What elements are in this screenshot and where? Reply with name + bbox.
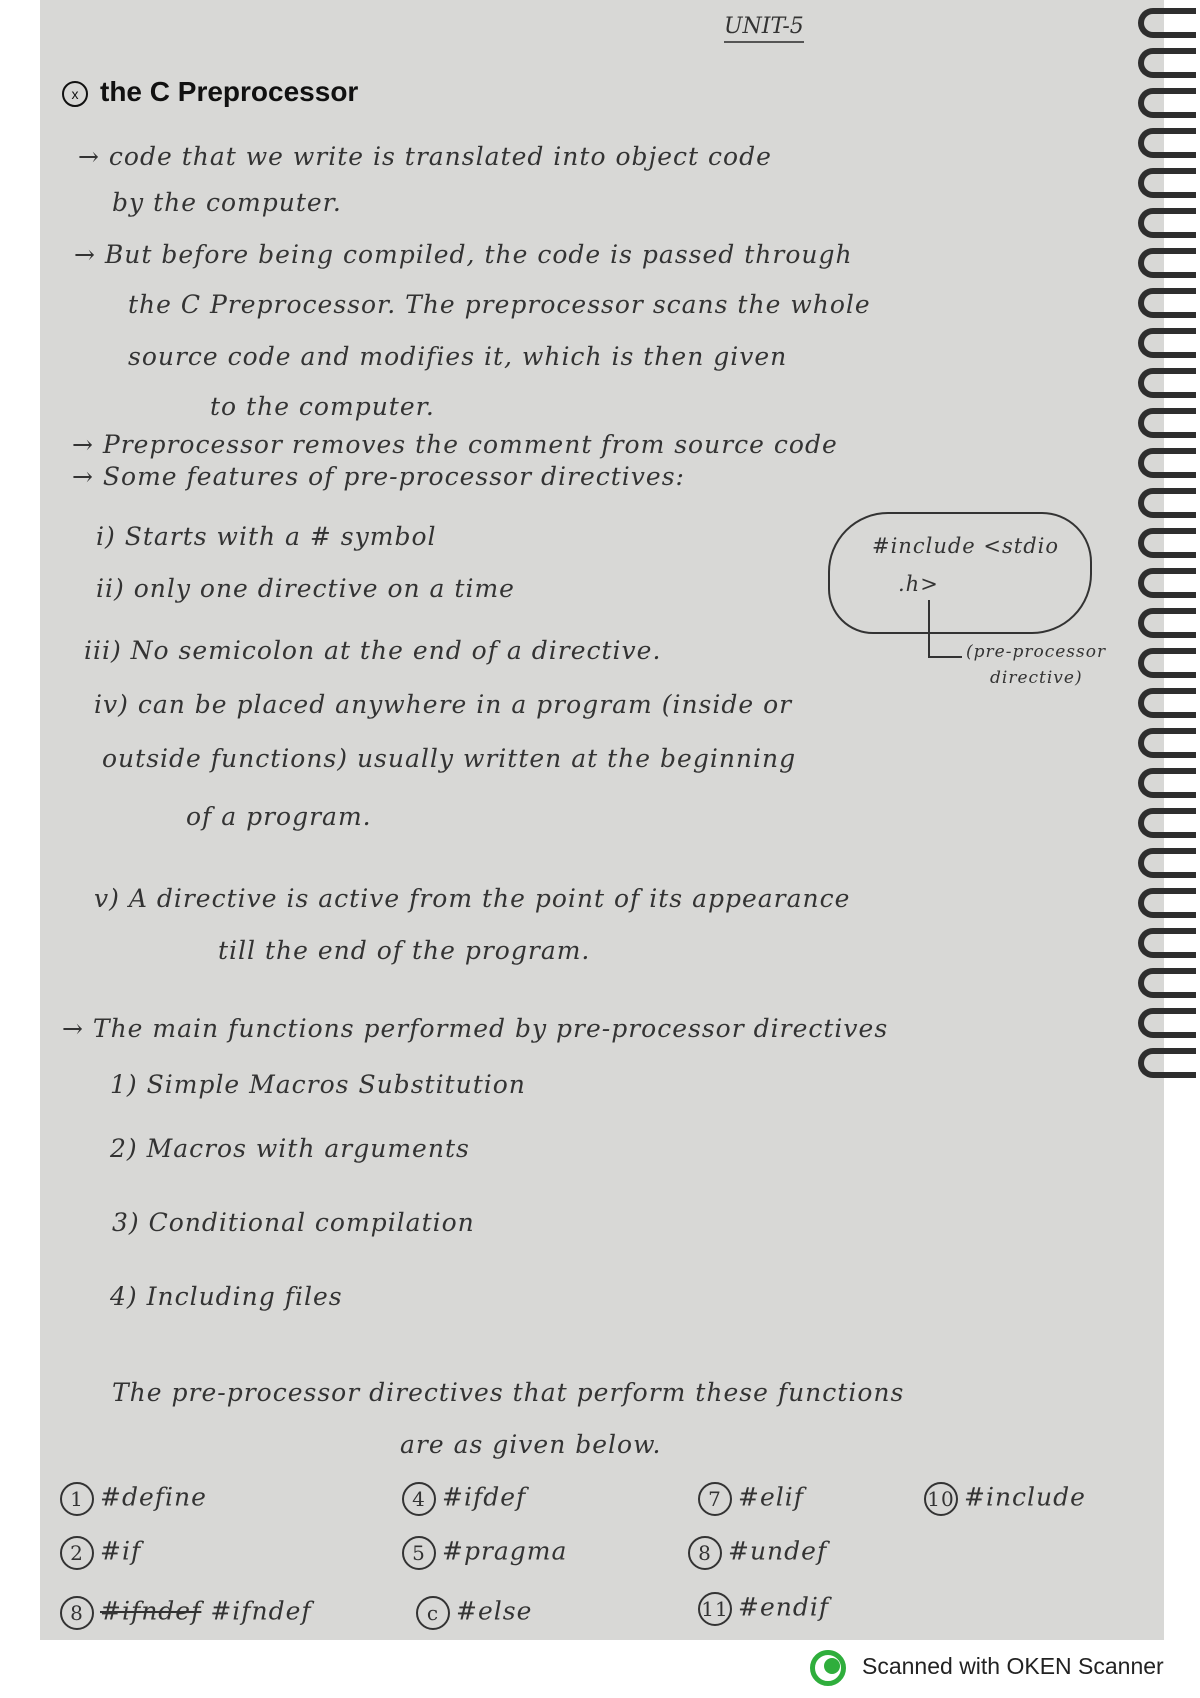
cloud-note: (pre-processor [966,642,1107,662]
page-title [62,76,358,108]
ring [1138,408,1196,438]
directive-text: #define [100,1482,207,1512]
footer-text: Scanned with OKEN Scanner [862,1652,1164,1679]
ring [1138,288,1196,318]
ring [1138,8,1196,38]
directive-item [60,1596,312,1630]
directive-text: #else [456,1596,533,1626]
note-line: iii) No semicolon at the end of a directive. [84,636,662,665]
ring [1138,488,1196,518]
oken-logo-icon [810,1650,848,1682]
note-line: The pre-processor directives that perform these functions [112,1378,905,1407]
number-badge: 7 [698,1482,732,1516]
number-badge: 2 [60,1536,94,1570]
directive-item [416,1596,532,1630]
number-badge: 8 [688,1536,722,1570]
page-title-text: the C Preprocessor [100,76,359,107]
number-badge: 4 [402,1482,436,1516]
directive-item [402,1482,526,1516]
note-line: till the end of the program. [218,936,591,965]
directive-text: #undef [728,1536,828,1566]
directive-item [60,1482,207,1516]
ring [1138,888,1196,918]
note-line: → code that we write is translated into object code [78,142,772,171]
note-line: → But before being compiled, the code is passed through [74,240,853,269]
ring [1138,768,1196,798]
directive-text: #endif [738,1592,830,1622]
note-line: the C Preprocessor. The preprocessor scans the whole [128,290,871,319]
cloud-text: .h> [898,572,939,596]
note-line: are as given below. [400,1430,662,1459]
number-badge: c [416,1596,450,1630]
directive-text: #if [100,1536,142,1566]
ring [1138,688,1196,718]
ring [1138,1048,1196,1078]
number-badge: 10 [924,1482,958,1516]
note-line: outside functions) usually written at the beginning [102,744,797,773]
cloud-note: directive) [990,668,1083,688]
ring [1138,608,1196,638]
ring [1138,728,1196,758]
ring [1138,448,1196,478]
directive-text: #ifdef [442,1482,527,1512]
directive-text: #pragma [442,1536,568,1566]
note-line: iv) can be placed anywhere in a program (inside or [94,690,793,719]
note-line: 1) Simple Macros Substitution [110,1070,526,1099]
number-badge: 11 [698,1592,732,1626]
number-badge: 1 [60,1482,94,1516]
directive-text: #ifndef [210,1596,312,1626]
directive-text: #include [964,1482,1086,1512]
note-line: ii) only one directive on a time [96,574,515,603]
note-line: → Preprocessor removes the comment from source code [72,430,838,459]
ring [1138,808,1196,838]
note-line: 4) Including files [110,1282,343,1311]
unit-label: UNIT-5 [724,14,804,43]
note-line: 2) Macros with arguments [110,1134,470,1163]
note-line: i) Starts with a # symbol [96,522,437,551]
note-line: of a program. [186,802,372,831]
note-line: v) A directive is active from the point of its appearance [94,884,851,913]
directive-item [698,1482,804,1516]
ring [1138,48,1196,78]
ring [1138,88,1196,118]
note-line: → The main functions performed by pre-processor directives [62,1014,889,1043]
directive-item [924,1482,1086,1516]
number-badge: 5 [402,1536,436,1570]
ring [1138,208,1196,238]
directive-text: #elif [738,1482,804,1512]
cloud-arrow [928,656,962,658]
ring [1138,528,1196,558]
ring [1138,248,1196,278]
ring [1138,928,1196,958]
bullet-mark: x [62,81,88,107]
directive-item [402,1536,567,1570]
cloud-arrow [928,600,930,658]
struck-text: #ifndef [100,1596,202,1626]
directive-item [60,1536,141,1570]
directive-item [698,1592,829,1626]
note-line: to the computer. [210,392,435,421]
ring [1138,168,1196,198]
note-line: 3) Conditional compilation [112,1208,475,1237]
ring [1138,968,1196,998]
scanner-footer [810,1650,1164,1682]
ring [1138,1008,1196,1038]
ring [1138,128,1196,158]
note-line: by the computer. [112,188,342,217]
note-line: source code and modifies it, which is then given [128,342,788,371]
spiral-binding [1130,0,1200,1640]
directive-item [688,1536,827,1570]
ring [1138,328,1196,358]
ring [1138,368,1196,398]
note-line: → Some features of pre-processor directives: [72,462,685,491]
ring [1138,848,1196,878]
ring [1138,568,1196,598]
ring [1138,648,1196,678]
include-cloud [828,512,1092,634]
number-badge: 8 [60,1596,94,1630]
cloud-text: #include <stdio [872,534,1059,558]
